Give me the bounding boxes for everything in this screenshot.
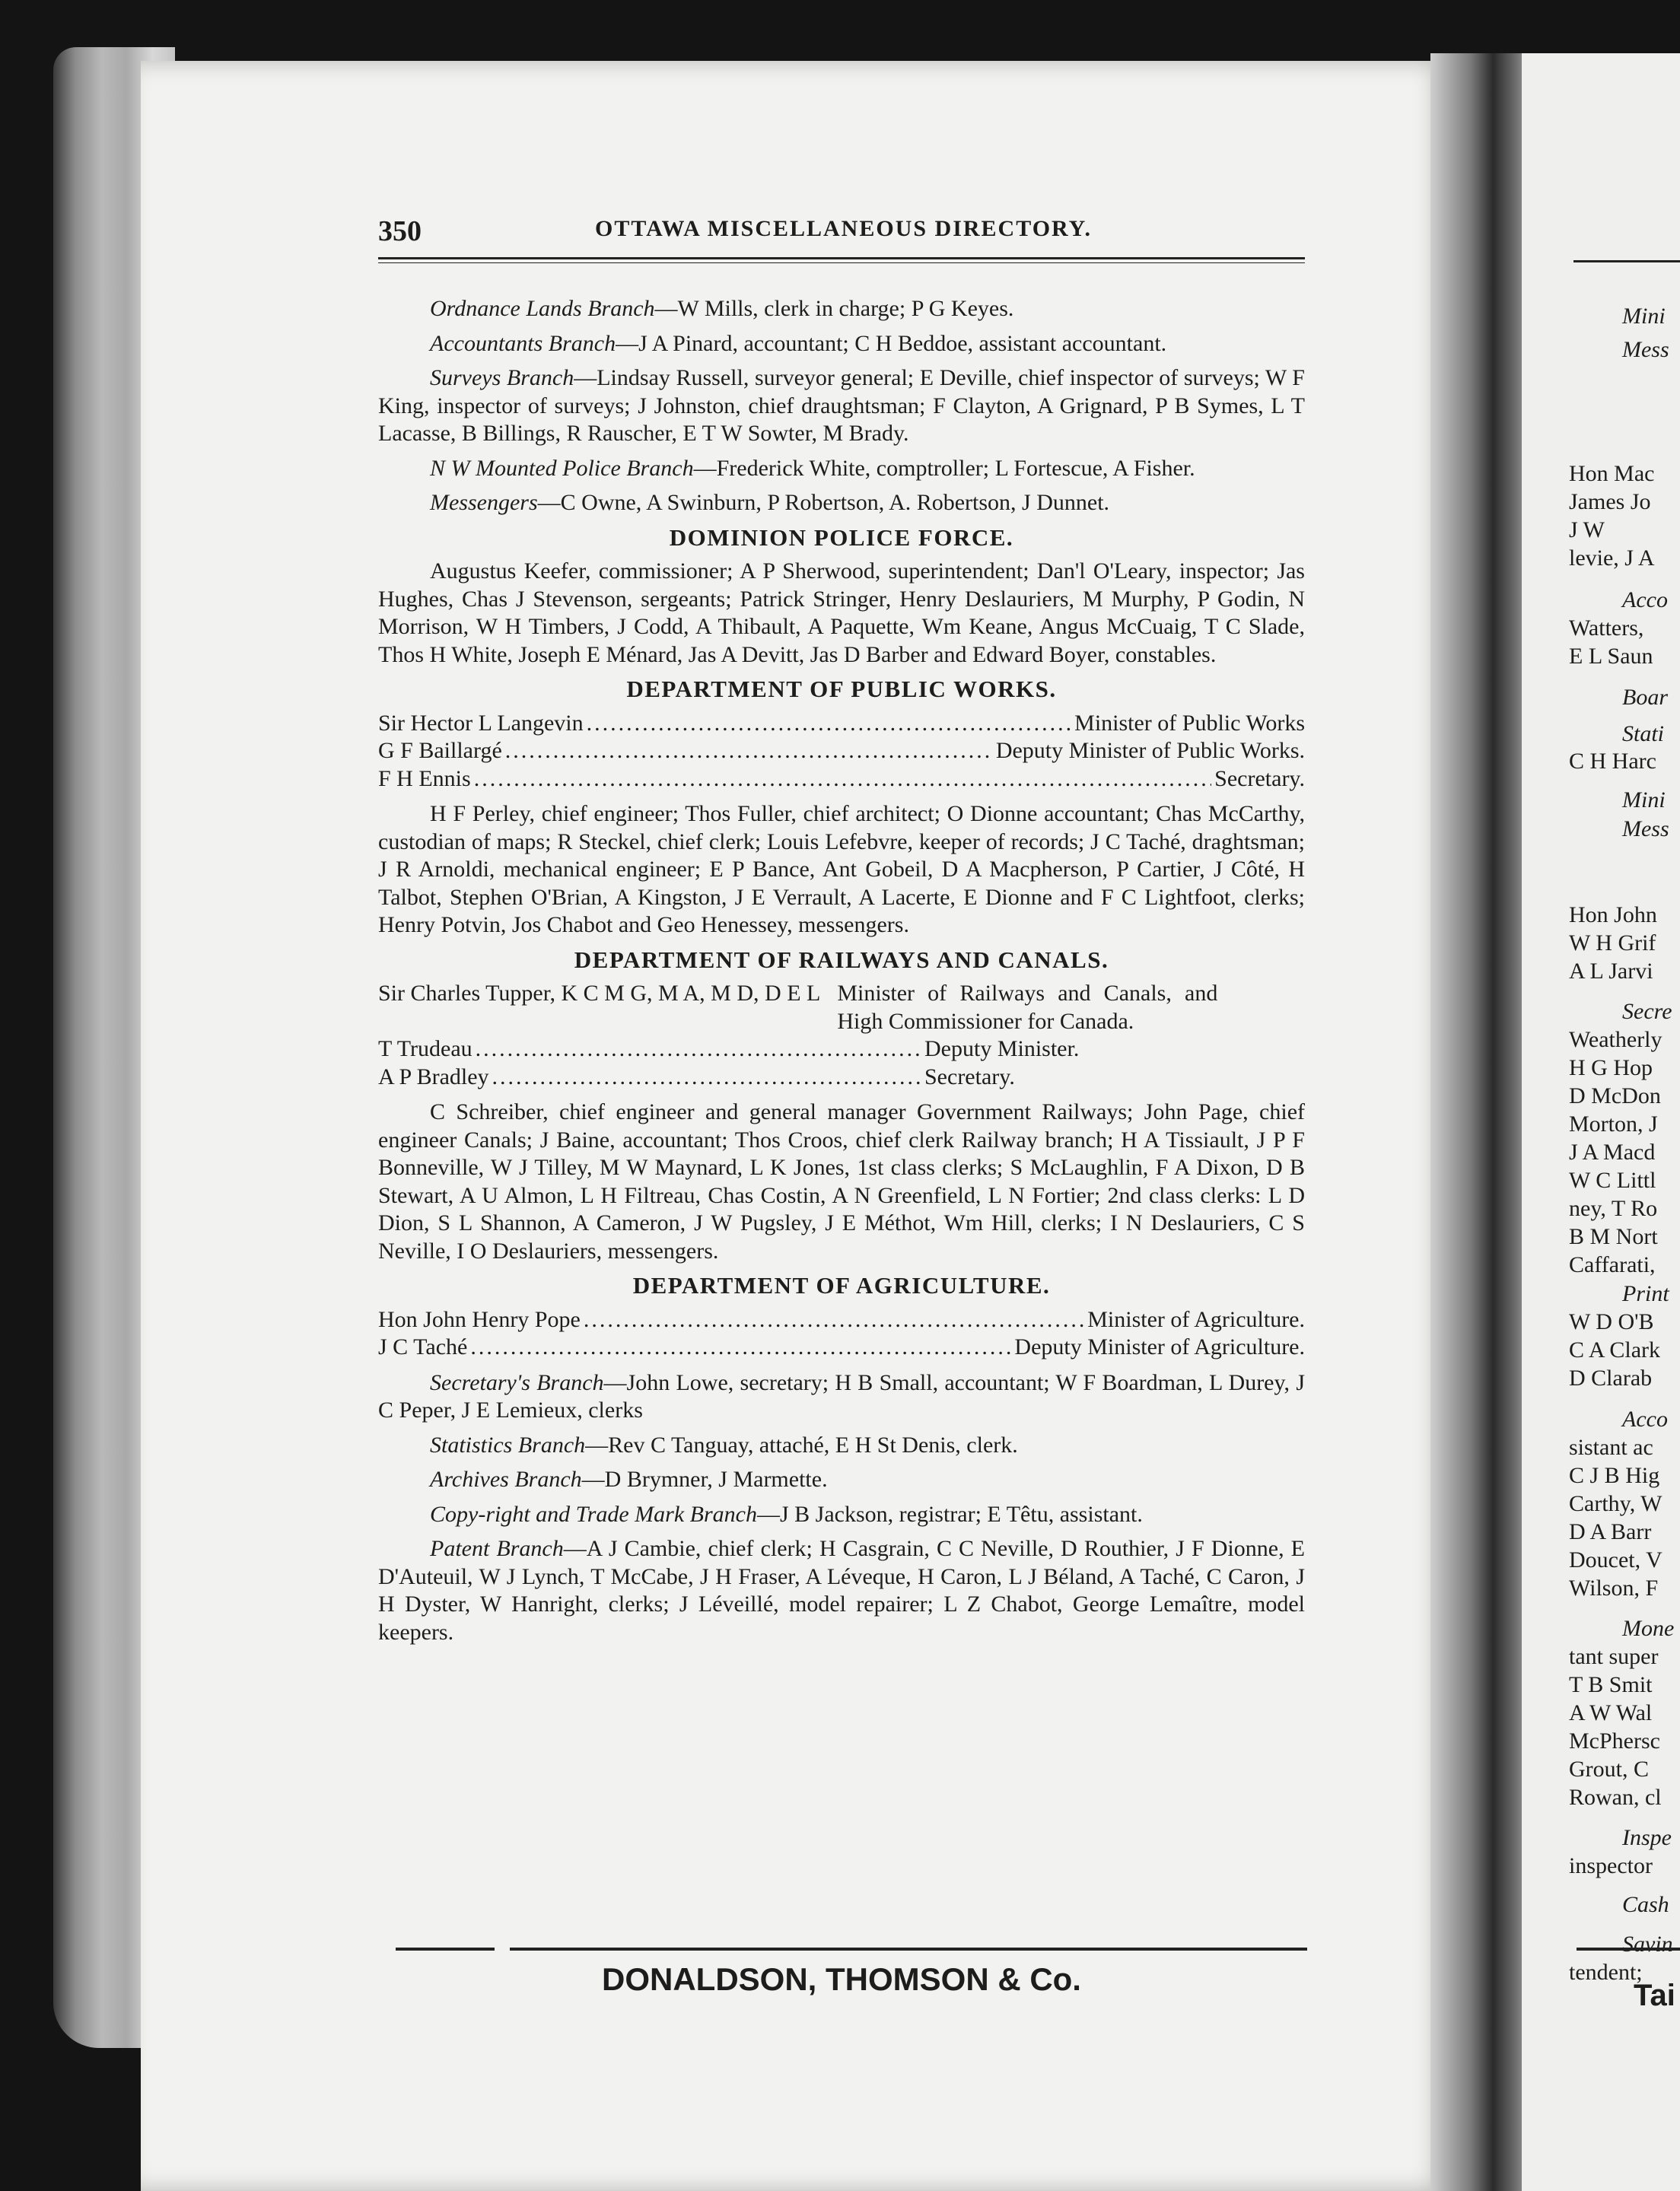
police-text: Augustus Keefer, commissioner; A P Sherwood, superintendent; Dan'l O'Leary, inspector; Jas Hughes, Chas J Stevenson, sergeants; Patrick Stringer, Henry Deslauriers, M Murphy, P Godin, N Morrison, W H Timbers, J Codd, A Thibault, A Paquette, Wm Keane, Angus McCuaig, T C Slade, Thos H White, Joseph E Ménard, Jas A Devitt, Jas D Barber and Edward Boyer, constables. xyxy=(378,558,1305,667)
right-page-fragment: ney, T Ro xyxy=(1569,1196,1658,1221)
right-page-fragment: Watters, xyxy=(1569,615,1644,641)
branch-text: —Lindsay Russell, surveyor general; E Deville, chief inspector of surveys; W F King, inspector of surveys; J Johnston, chief draughtsman; F Clayton, A Grignard, P B Symes, L T Lacasse, B Billings, R Rauscher, E T W Sowter, M Brady. xyxy=(378,365,1305,446)
officer-row xyxy=(378,1064,1305,1092)
branch-entry xyxy=(378,1535,1305,1646)
officer-name: T Trudeau xyxy=(378,1036,473,1061)
right-page-fragment: Boar xyxy=(1622,685,1668,710)
right-page-fragment: C J B Hig xyxy=(1569,1463,1660,1488)
branch-name: Accountants Branch xyxy=(430,330,616,356)
header-rule xyxy=(378,257,1305,263)
footer-rule-right xyxy=(510,1948,1307,1951)
leader-dots xyxy=(470,1334,1011,1362)
branch-text: —A J Cambie, chief clerk; H Casgrain, C C Neville, D Routhier, J F Dionne, E D'Auteuil, W J Lynch, T McCabe, J H Fraser, A Léveque, H Caron, L J Béland, A Taché, C Caron, J H Dyster, W Hanright, clerks; J Léveillé, model repairer; L Z Chabot, George Lemaître, model keepers. xyxy=(378,1536,1305,1645)
branch-name: N W Mounted Police Branch xyxy=(430,455,694,481)
right-page-fragment: Mini xyxy=(1622,787,1666,812)
right-page-fragment: Doucet, V xyxy=(1569,1547,1662,1572)
officer-row xyxy=(378,1334,1305,1362)
branch-entry xyxy=(378,489,1305,517)
branch-name: Archives Branch xyxy=(430,1467,582,1492)
right-page-fragment: B M Nort xyxy=(1569,1224,1658,1249)
intro-branches xyxy=(378,295,1305,517)
officer-title: Secretary. xyxy=(1214,765,1305,791)
right-page-fragment: W C Littl xyxy=(1569,1168,1656,1193)
right-page-fragment: tant super xyxy=(1569,1644,1659,1669)
officer-name: A P Bradley xyxy=(378,1064,489,1089)
right-page-fragment: Print xyxy=(1622,1281,1669,1306)
branch-entry xyxy=(378,295,1305,323)
agriculture-officers xyxy=(378,1306,1305,1362)
officer-title: Minister of Agriculture. xyxy=(1087,1306,1305,1332)
branch-name: Surveys Branch xyxy=(430,365,574,390)
officer-name: G F Baillargé xyxy=(378,738,502,763)
officer-name: J C Taché xyxy=(378,1334,468,1359)
branch-name: Statistics Branch xyxy=(430,1432,586,1458)
right-page-fragment: Caffarati, xyxy=(1569,1252,1656,1277)
right-page-fragment: T B Smit xyxy=(1569,1672,1653,1697)
right-page-fragment: D A Barr xyxy=(1569,1519,1652,1544)
railways-officers xyxy=(378,980,1305,1091)
right-page-fragment: A W Wal xyxy=(1569,1700,1653,1725)
leader-dots xyxy=(584,1306,1084,1334)
branch-text: —D Brymner, J Marmette. xyxy=(581,1467,828,1492)
right-page-fragment: C A Clark xyxy=(1569,1337,1661,1363)
right-page-fragment: C H Harc xyxy=(1569,749,1656,774)
right-page-fragment: E L Saun xyxy=(1569,644,1653,669)
officer-row xyxy=(378,980,1305,1035)
right-page-fragment: Mone xyxy=(1622,1616,1675,1641)
right-page-fragment: W D O'B xyxy=(1569,1309,1654,1334)
right-page-fragment: Mess xyxy=(1622,816,1669,841)
right-page-fragment: Savin xyxy=(1622,1932,1673,1957)
leader-dots xyxy=(492,1064,921,1092)
section-heading-agriculture: DEPARTMENT OF AGRICULTURE. xyxy=(632,1272,1051,1299)
right-page-fragment: Carthy, W xyxy=(1569,1491,1662,1516)
officer-title: Deputy Minister of Agriculture. xyxy=(1014,1334,1305,1359)
officer-title: Minister of Public Works xyxy=(1074,710,1305,736)
public-works-text: H F Perley, chief engineer; Thos Fuller, chief architect; O Dionne accountant; Chas McCarthy, custodian of maps; R Steckel, chief clerk; Louis Lefebvre, keeper of records; J C Taché, draghtsman; J R Arnoldi, mechanical engineer; E P Bance, Ant Gobeil, D A Macpherson, P Cartier, J Côté, H Talbot, Stephen O'Brian, A Kingston, J E Verrault, A Lacerte, E Dionne and F C Lightfoot, clerks; Henry Potvin, Jos Chabot and Geo Henessey, messengers. xyxy=(378,801,1305,937)
leader-dots xyxy=(587,710,1072,738)
right-page-fragment: Grout, C xyxy=(1569,1757,1649,1782)
public-works-officers xyxy=(378,710,1305,793)
page-number: 350 xyxy=(378,215,422,247)
officer-row xyxy=(378,1035,1305,1064)
right-page-fragment: Cash xyxy=(1622,1892,1669,1917)
right-page-fragment: inspector xyxy=(1569,1853,1653,1878)
officer-name: Sir Charles Tupper, K C M G, M A, M D, D E L xyxy=(378,981,821,1006)
running-title: OTTAWA MISCELLANEOUS DIRECTORY. xyxy=(595,216,1093,241)
right-page-fragment: Mini xyxy=(1622,304,1666,329)
right-page-fragment: sistant ac xyxy=(1569,1435,1653,1460)
leader-dots xyxy=(505,737,993,765)
footer-advertiser: DONALDSON, THOMSON & Co. xyxy=(602,1961,1081,1997)
right-page-fragment: Weatherly xyxy=(1569,1027,1662,1052)
right-page-fragment: Tai xyxy=(1634,1979,1675,2012)
right-page-fragment: Rowan, cl xyxy=(1569,1785,1662,1810)
right-page-fragment: H G Hop xyxy=(1569,1055,1653,1080)
right-page-fragment: A L Jarvi xyxy=(1569,959,1653,984)
branch-name: Messengers xyxy=(430,490,538,515)
right-page-fragment: Acco xyxy=(1622,587,1668,612)
leader-dots xyxy=(474,765,1211,793)
branch-name: Secretary's Branch xyxy=(430,1369,604,1395)
branch-entry xyxy=(378,364,1305,448)
right-page-fragment: J W xyxy=(1569,517,1605,542)
section-heading-police: DOMINION POLICE FORCE. xyxy=(669,523,1014,551)
officer-row xyxy=(378,1306,1305,1334)
branch-entry xyxy=(378,1466,1305,1494)
right-page-fragment: W H Grif xyxy=(1569,930,1656,956)
officer-name: Hon John Henry Pope xyxy=(378,1306,581,1332)
right-page-fragment: Acco xyxy=(1622,1407,1668,1432)
section-heading-public-works: DEPARTMENT OF PUBLIC WORKS. xyxy=(626,676,1057,702)
right-page-fragment: Morton, J xyxy=(1569,1111,1658,1137)
right-page-fragment: D McDon xyxy=(1569,1083,1661,1108)
right-page-fragment: Wilson, F xyxy=(1569,1576,1659,1601)
officer-row xyxy=(378,737,1305,765)
leader-dots xyxy=(476,1035,921,1064)
branch-text: —J A Pinard, accountant; C H Beddoe, assistant accountant. xyxy=(616,330,1167,356)
branch-text: —C Owne, A Swinburn, P Robertson, A. Robertson, J Dunnet. xyxy=(537,490,1110,515)
branch-entry xyxy=(378,1369,1305,1425)
right-page-fragment: Hon Mac xyxy=(1569,461,1655,486)
officer-row xyxy=(378,765,1305,793)
directory-body xyxy=(378,295,1305,1653)
branch-name: Ordnance Lands Branch xyxy=(430,296,655,321)
right-page-fragment: tendent; xyxy=(1569,1960,1643,1985)
railways-text: C Schreiber, chief engineer and general manager Government Railways; John Page, chief engineer Canals; J Baine, accountant; Thos Croos, chief clerk Railway branch; H A Tissiault, J P F Bonneville, W J Tilley, M W Maynard, L K Jones, 1st class clerks; S McLaughlin, F A Dixon, D B Stewart, A U Almon, L H Filtreau, Chas Costin, A N Greenfield, L N Fortier; 2nd class clerks: L D Dion, S L Shannon, A Cameron, J W Pugsley, J E Méthot, Wm Hill, clerks; I N Deslauriers, C S Neville, I O Deslauriers, messengers. xyxy=(378,1099,1305,1264)
right-footer-rule xyxy=(1577,1948,1680,1951)
officer-row xyxy=(378,710,1305,738)
right-page-fragment: Mess xyxy=(1622,337,1669,362)
right-page-fragment: D Clarab xyxy=(1569,1366,1653,1391)
branch-text: —Rev C Tanguay, attaché, E H St Denis, clerk. xyxy=(585,1432,1018,1458)
right-page-fragment: Secre xyxy=(1622,999,1672,1024)
right-page-fragment: Inspe xyxy=(1622,1825,1672,1850)
right-page-fragment: James Jo xyxy=(1569,489,1651,514)
section-heading-railways: DEPARTMENT OF RAILWAYS AND CANALS. xyxy=(574,946,1109,973)
footer-rule-left xyxy=(396,1948,495,1951)
branch-name: Patent Branch xyxy=(430,1536,564,1561)
officer-title: Deputy Minister of Public Works. xyxy=(995,738,1305,763)
branch-text: —Frederick White, comptroller; L Fortescue, A Fisher. xyxy=(693,455,1195,481)
officer-name: F H Ennis xyxy=(378,765,471,791)
branch-text: —W Mills, clerk in charge; P G Keyes. xyxy=(654,296,1014,321)
branch-entry xyxy=(378,1501,1305,1529)
branch-text: —J B Jackson, registrar; E Têtu, assistant. xyxy=(756,1501,1143,1527)
right-page-fragment: levie, J A xyxy=(1569,545,1655,571)
right-page-fragment: Stati xyxy=(1622,721,1665,746)
branch-entry xyxy=(378,1432,1305,1460)
officer-title: Deputy Minister. xyxy=(924,1036,1080,1061)
right-page-fragment: McPhersc xyxy=(1569,1728,1660,1754)
right-page-fragment: J A Macd xyxy=(1569,1140,1656,1165)
page-header xyxy=(378,205,1305,251)
right-page-fragment: Hon John xyxy=(1569,902,1657,927)
officer-name: Sir Hector L Langevin xyxy=(378,710,584,736)
officer-title: Minister of Railways and Canals, and High Commissioner for Canada. xyxy=(837,981,1218,1034)
branch-entry xyxy=(378,330,1305,358)
right-page-fragments xyxy=(1569,0,1680,2185)
officer-title: Secretary. xyxy=(924,1064,1015,1089)
branch-name: Copy-right and Trade Mark Branch xyxy=(430,1501,757,1527)
branch-entry xyxy=(378,455,1305,483)
branch-text: —John Lowe, secretary; H B Small, accountant; W F Boardman, L Durey, J C Peper, J E Lemieux, clerks xyxy=(378,1369,1305,1423)
